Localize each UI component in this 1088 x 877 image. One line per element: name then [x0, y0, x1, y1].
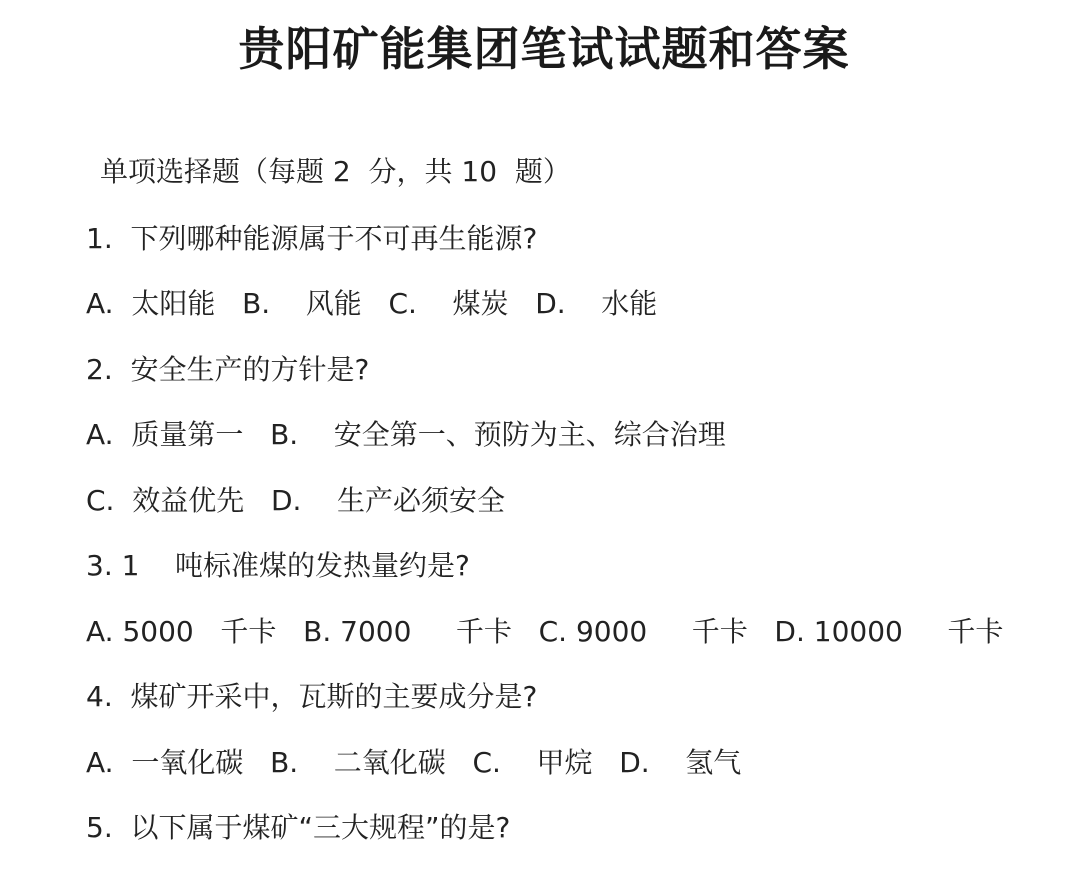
question-2: 2. 安全生产的方针是?	[86, 353, 370, 386]
question-1-options: A. 太阳能 B. 风能 C. 煤炭 D. 水能	[86, 287, 658, 320]
question-4-options: A. 一氧化碳 B. 二氧化碳 C. 甲烷 D. 氢气	[86, 746, 742, 779]
section-heading: 单项选择题（每题 2 分，共 10 题）	[100, 155, 571, 188]
question-4: 4. 煤矿开采中，瓦斯的主要成分是?	[86, 680, 538, 713]
question-2-options-cd: C. 效益优先 D. 生产必须安全	[86, 484, 506, 517]
question-3: 3. 1 吨标准煤的发热量约是?	[86, 549, 470, 582]
document-title: 贵阳矿能集团笔试试题和答案	[238, 22, 850, 76]
question-1: 1. 下列哪种能源属于不可再生能源?	[86, 222, 538, 255]
question-3-options: A. 5000 千卡 B. 7000 千卡 C. 9000 千卡 D. 10000 千卡	[86, 615, 1004, 648]
question-5: 5. 以下属于煤矿“三大规程”的是?	[86, 811, 511, 844]
question-2-options-ab: A. 质量第一 B. 安全第一、预防为主、综合治理	[86, 418, 726, 451]
